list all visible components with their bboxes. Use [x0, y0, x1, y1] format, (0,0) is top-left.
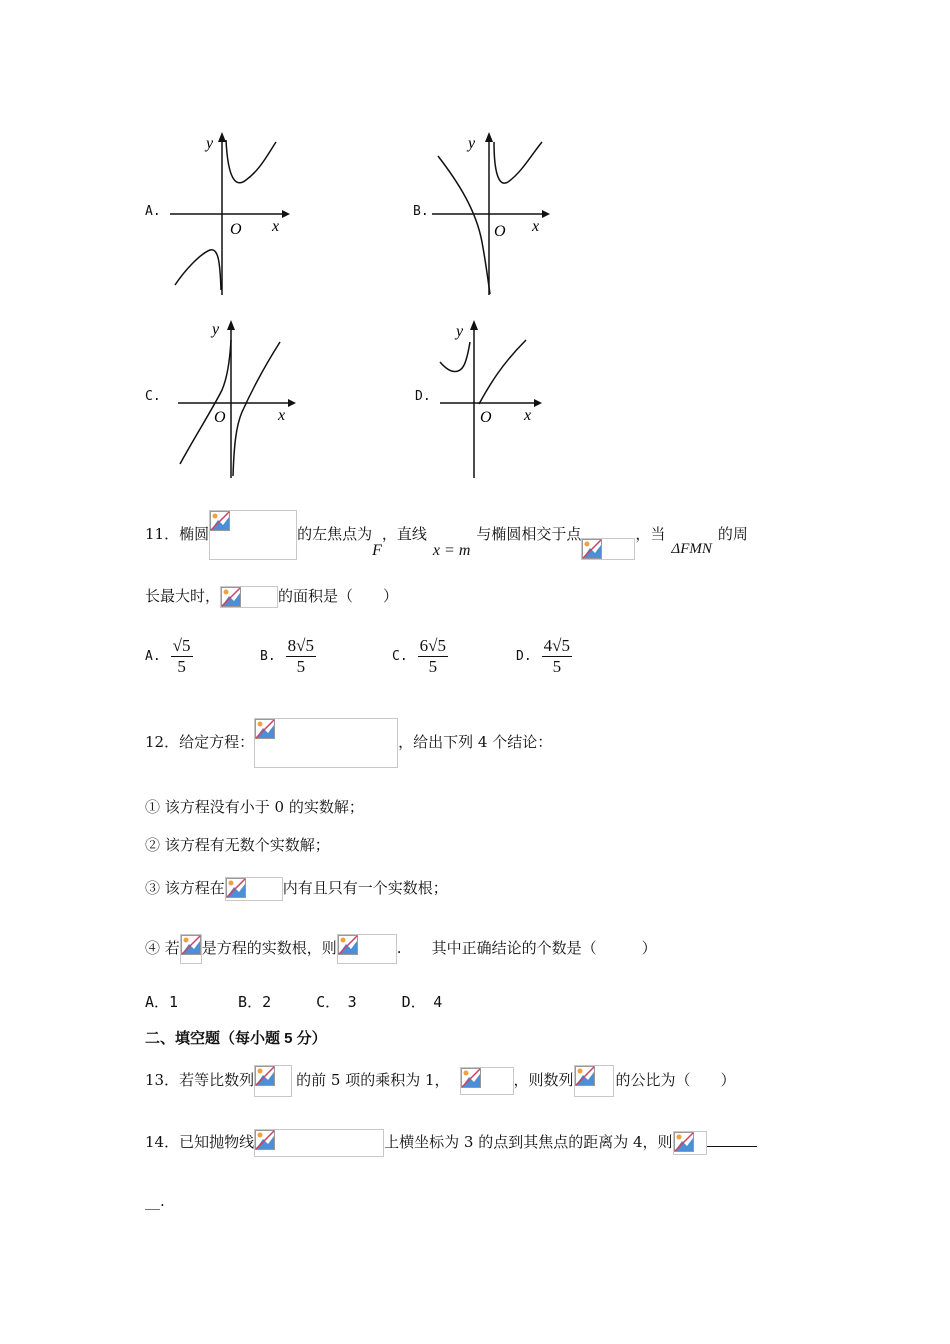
- graph-b: [432, 130, 557, 295]
- q11-line1: [145, 510, 748, 560]
- q11-text: ，当: [635, 525, 666, 543]
- line-equation: x = m: [432, 542, 471, 559]
- triangle-symbol: ΔFMN: [671, 541, 712, 557]
- q11-text: 的左焦点为: [297, 525, 373, 543]
- section-heading: 二、填空题（每小题 5 分）: [145, 1030, 327, 1047]
- q12-text: . 其中正确结论的个数是（ ）: [396, 939, 657, 957]
- q11-text: 长最大时，: [145, 587, 221, 605]
- image-placeholder-icon: [338, 935, 358, 955]
- q13-line: [145, 1065, 736, 1097]
- option-d-label: D.: [415, 389, 431, 404]
- choice-numerator: 8√5: [287, 636, 314, 655]
- q14-text: 已知抛物线: [179, 1133, 255, 1151]
- choice-label: B.: [260, 648, 276, 664]
- graph-c-x-label: x: [278, 407, 286, 424]
- q12-choices: A．1 B．2 C． 3 D． 4: [145, 993, 443, 1011]
- q11-line2: [145, 585, 398, 608]
- q11-choice-c: [392, 636, 448, 676]
- q13-text: 的公比为（ ）: [615, 1071, 736, 1089]
- option-c-label: C.: [145, 389, 161, 404]
- answer-blank[interactable]: [707, 1132, 757, 1147]
- q12-text: 是方程的实数根，则: [201, 939, 337, 957]
- graph-c-y-label: y: [212, 321, 220, 338]
- q12-text: 内有且只有一个实数根；: [282, 879, 448, 897]
- choice-label: D.: [516, 648, 532, 664]
- choice-numerator: 4√5: [543, 636, 570, 655]
- image-placeholder-icon: [221, 587, 241, 607]
- q13-text: 若等比数列: [179, 1071, 255, 1089]
- graph-d: [438, 318, 548, 480]
- interval-image: [225, 877, 283, 901]
- choice-numerator: √5: [172, 636, 191, 655]
- triangle-image: [220, 586, 278, 608]
- choice-denominator: 5: [177, 656, 186, 676]
- choice-denominator: 5: [552, 656, 562, 676]
- answer-image: [673, 1131, 707, 1155]
- ellipse-equation-image: [209, 510, 297, 560]
- sequence-image-2: [574, 1065, 614, 1097]
- q12-text: ，给出下列 4 个结论：: [398, 733, 553, 751]
- graph-a-origin-label: O: [230, 221, 242, 238]
- image-placeholder-icon: [575, 1066, 595, 1086]
- q12-line1: [145, 718, 552, 768]
- choice-numerator: 6√5: [419, 636, 446, 655]
- q12-conclusion-2: ② 该方程有无数个实数解；: [145, 836, 330, 854]
- focus-symbol: F: [372, 542, 382, 559]
- q11-choice-d: [516, 636, 572, 676]
- image-placeholder-icon: [461, 1068, 481, 1088]
- graph-c: [176, 318, 296, 480]
- graph-a-y-label: y: [206, 135, 214, 152]
- q13-text: ，则数列: [513, 1071, 574, 1089]
- image-placeholder-icon: [226, 878, 246, 898]
- q11-text: 的面积是（ ）: [278, 587, 399, 605]
- condition-image: [460, 1067, 514, 1095]
- q14-text: 上横坐标为 3 的点到其焦点的距离为 4，则: [384, 1133, 673, 1151]
- image-placeholder-icon: [255, 1066, 275, 1086]
- q14-blank-end: __.: [145, 1192, 165, 1210]
- q12-text: ③ 该方程在: [145, 879, 225, 897]
- image-placeholder-icon: [210, 511, 230, 531]
- choice-denominator: 5: [428, 656, 438, 676]
- graph-a-x-label: x: [272, 218, 280, 235]
- image-placeholder-icon: [582, 539, 602, 559]
- choice-label: A.: [145, 648, 161, 664]
- q12-text: ④ 若: [145, 939, 180, 957]
- sequence-image: [254, 1065, 292, 1097]
- option-b-label: B.: [413, 204, 429, 219]
- points-image: [581, 538, 635, 560]
- q12-number: 12．: [145, 733, 180, 751]
- q13-number: 13．: [145, 1071, 180, 1089]
- graph-a: [170, 130, 290, 295]
- q12-conclusion-4: [145, 934, 657, 964]
- parabola-image: [254, 1129, 384, 1157]
- q14-line: [145, 1129, 757, 1157]
- q12-text: 给定方程：: [179, 733, 255, 751]
- image-placeholder-icon: [255, 1130, 275, 1150]
- choice-denominator: 5: [296, 656, 306, 676]
- q11-text: 椭圆: [179, 525, 210, 543]
- q13-text: 的前 5 项的乘积为 1，: [296, 1071, 450, 1089]
- q11-choice-b: [260, 636, 316, 676]
- option-a-label: A.: [145, 204, 161, 219]
- image-placeholder-icon: [674, 1132, 694, 1152]
- root-image: [180, 934, 202, 964]
- graph-d-y-label: y: [456, 323, 464, 340]
- inequality-image: [337, 934, 397, 964]
- q11-text: 与椭圆相交于点: [476, 525, 582, 543]
- graph-d-origin-label: O: [480, 409, 492, 426]
- graph-b-y-label: y: [468, 135, 476, 152]
- q11-number: 11．: [145, 525, 180, 543]
- q11-choice-a: [145, 636, 193, 676]
- graph-c-origin-label: O: [214, 409, 226, 426]
- image-placeholder-icon: [181, 935, 201, 955]
- q12-conclusion-1: ① 该方程没有小于 0 的实数解；: [145, 798, 364, 816]
- image-placeholder-icon: [255, 719, 275, 739]
- graph-d-x-label: x: [524, 407, 532, 424]
- choice-label: C.: [392, 648, 408, 664]
- equation-image: [254, 718, 398, 768]
- q14-number: 14．: [145, 1133, 180, 1151]
- graph-b-origin-label: O: [494, 223, 506, 240]
- q11-text: 的周: [717, 525, 748, 543]
- q11-text: ，直线: [381, 525, 427, 543]
- graph-b-x-label: x: [532, 218, 540, 235]
- q12-conclusion-3: [145, 877, 448, 901]
